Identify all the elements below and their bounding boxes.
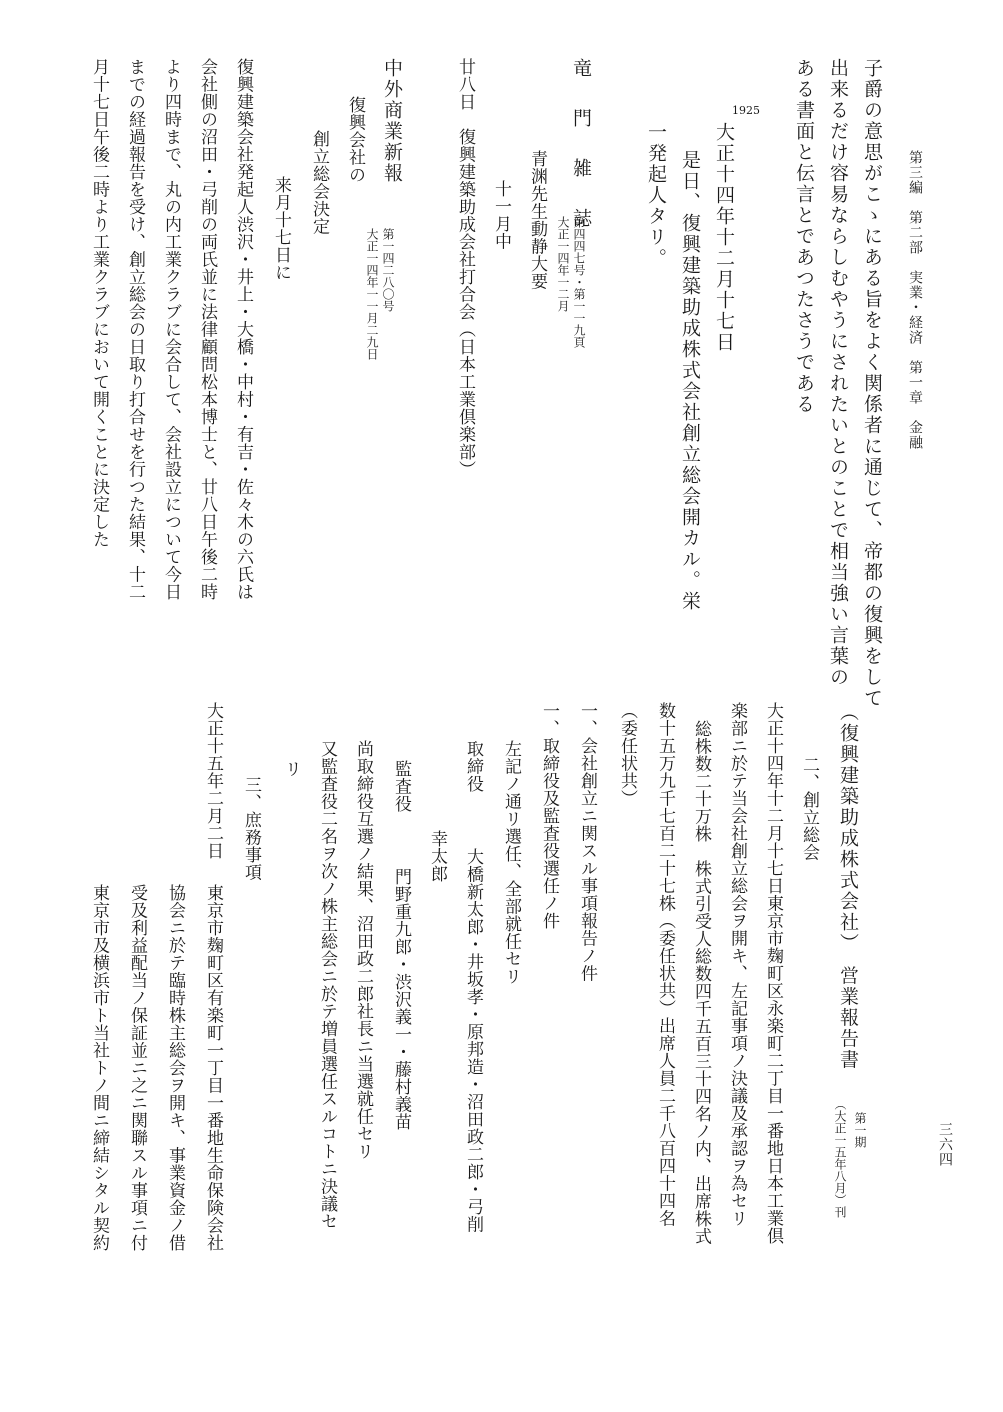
- source1-ref-1: 第四四七号・第一一九頁: [572, 216, 586, 348]
- directors-label: 取締役: [463, 740, 483, 793]
- source2-body-2: 会社側の沼田・弓削の両氏並に法律顧問松本博士と、廿八日午後二時: [197, 58, 217, 601]
- s2-tail-1: 尚取締役互選ノ結果、沼田政二郎社長ニ当選就任セリ: [353, 740, 373, 1160]
- intro-line-1: 子爵の意思がこゝにある旨をよく関係者に通じて、帝都の復興をして: [861, 58, 883, 709]
- source2-heading-3: 来月十七日に: [271, 176, 291, 281]
- entry-date: 大正十四年十二月十七日: [713, 122, 735, 353]
- item-2: 一、取締役及監査役選任ノ件: [539, 702, 559, 930]
- section-3-heading: 三、庶務事項: [241, 776, 261, 881]
- s3-date: 大正十五年二月二日: [203, 702, 223, 860]
- s3-line-4: 東京市及横浜市ト当社トノ間ニ締結シタル契約: [89, 884, 109, 1252]
- source1-ref-2: 大正一四年一二月: [556, 216, 570, 312]
- s2-tail-2: 又監査役二名ヲ次ノ株主総会ニ於テ増員選任スルコトニ決議セ: [317, 740, 337, 1230]
- item-1: 一、会社創立ニ関スル事項報告ノ件: [577, 702, 597, 982]
- year-ad: 1925: [732, 104, 760, 117]
- source1-heading: 青渊先生動静大要: [527, 150, 547, 290]
- s2-tail-3: リ: [281, 760, 301, 778]
- s3-line-3: 受及利益配当ノ保証並ニ之ニ関聯スル事項ニ付: [127, 884, 147, 1252]
- running-header: 第三編 第二部 実業・経済 第一章 金融: [907, 150, 923, 450]
- source2-body-4: までの経過報告を受け、創立総会の日取り打合せを行つた結果、十二: [125, 58, 145, 601]
- s3-line-1: 東京市麹町区有楽町一丁目一番地生命保険会社: [203, 884, 223, 1252]
- source1-month: 十一月中: [491, 180, 511, 250]
- doc-ref-1: 第一期: [853, 1112, 867, 1148]
- auditors-names: 門野重九郎・渋沢義一・藤村義苗: [391, 868, 411, 1131]
- source2-heading-1: 復興会社の: [345, 96, 365, 184]
- item-2-note: 左記ノ通リ選任、全部就任セリ: [501, 740, 521, 985]
- page-number: 三六四: [937, 1122, 953, 1167]
- intro-line-3: ある書面と伝言とであつたさうである: [793, 58, 815, 415]
- s2-line-2: 楽部ニ於テ当会社創立総会ヲ開キ、左記事項ノ決議及承認ヲ為セリ: [727, 702, 747, 1227]
- s2-line-3: 総株数二十万株 株式引受人総数四千五百三十四名ノ内、出席株式: [691, 720, 711, 1245]
- source2-heading-2: 創立総会決定: [309, 130, 329, 235]
- source2-body-1: 復興建築会社発起人渋沢・井上・大橋・中村・有吉・佐々木の六氏は: [233, 58, 253, 601]
- source2-title: 中外商業新報: [381, 58, 403, 184]
- s2-line-5: （委任状共）: [617, 702, 637, 807]
- entry-text-line-2: 一発起人タリ。: [645, 122, 667, 269]
- source2-ref-1: 第一四二八〇号: [381, 228, 395, 312]
- entry-text-line-1: 是日、復興建築助成株式会社創立総会開カル。栄: [679, 150, 701, 612]
- s3-line-2: 協会ニ於テ臨時株主総会ヲ開キ、事業資金ノ借: [165, 884, 185, 1252]
- s2-line-4: 数十五万九千七百二十七株（委任状共）出席人員二千八百四十四名: [655, 702, 675, 1227]
- source2-body-5: 月十七日午後二時より工業クラブにおいて開くことに決定した: [89, 58, 109, 548]
- directors-names-cont: 幸太郎: [427, 830, 447, 883]
- doc-title: （復興建築助成株式会社） 営業報告書: [837, 702, 859, 1071]
- source1-item: 廿八日 復興建築助成会社打合会（日本工業倶楽部）: [455, 58, 475, 478]
- intro-line-2: 出来るだけ容易ならしむやうにされたいとのことで相当強い言葉の: [827, 58, 849, 688]
- s2-line-1: 大正十四年十二月十七日東京市麹町区永楽町二丁目一番地日本工業倶: [763, 702, 783, 1245]
- section-2-heading: 二、創立総会: [799, 756, 819, 861]
- source2-ref-2: 大正一四年一一月二九日: [365, 228, 379, 360]
- doc-ref-2: （大正一五年八月）刊: [833, 1098, 847, 1218]
- directors-names: 大橋新太郎・井坂孝・原邦造・沼田政二郎・弓削: [463, 848, 483, 1233]
- auditors-label: 監査役: [391, 760, 411, 813]
- source1-title: 竜 門 雑 誌: [570, 58, 592, 233]
- source2-body-3: より四時まで、丸の内工業クラブに会合して、会社設立について今日: [161, 58, 181, 601]
